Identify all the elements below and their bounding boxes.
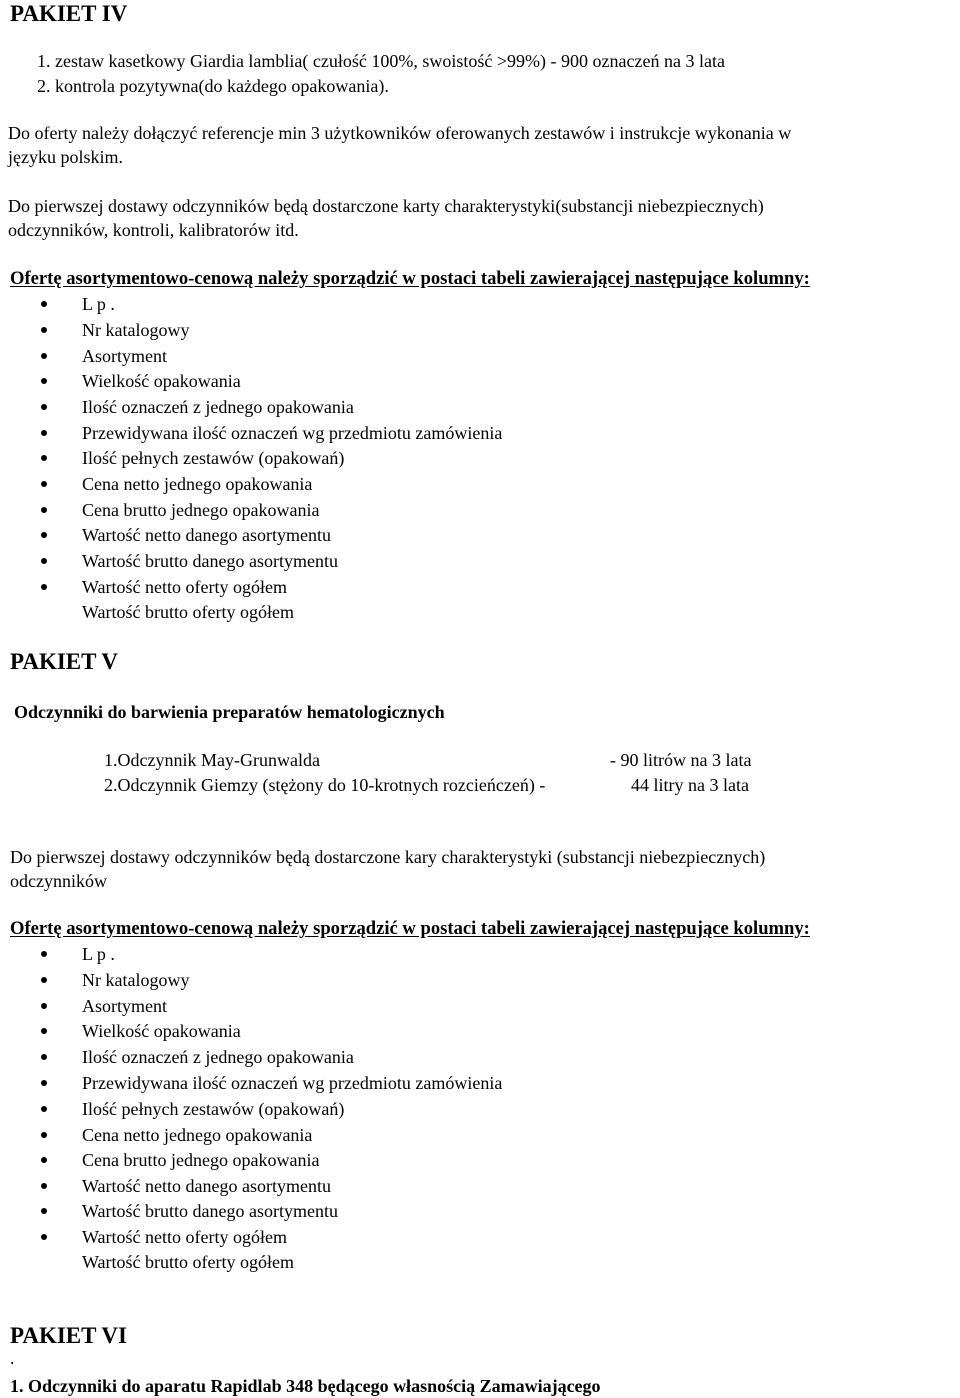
pakiet-5-item-1-name: 1.Odczynnik May-Grunwalda bbox=[104, 750, 320, 770]
pakiet-4-delivery-line-2: odczynników, kontroli, kalibratorów itd. bbox=[8, 220, 299, 240]
bullet-icon bbox=[41, 1106, 47, 1112]
bullet-icon bbox=[41, 430, 47, 436]
list-item: Wartość brutto oferty ogółem bbox=[82, 1252, 294, 1272]
list-item: L p . bbox=[82, 944, 115, 964]
list-item: Wartość netto oferty ogółem bbox=[82, 1227, 287, 1247]
bullet-icon bbox=[41, 1183, 47, 1189]
bullet-icon bbox=[41, 353, 47, 359]
list-item: Cena netto jednego opakowania bbox=[82, 474, 313, 494]
pakiet-5-title: PAKIET V bbox=[10, 649, 119, 674]
pakiet-6-title: PAKIET VI bbox=[10, 1323, 127, 1348]
bullet-icon bbox=[41, 455, 47, 461]
bullet-icon bbox=[41, 301, 47, 307]
list-item: Wartość brutto danego asortymentu bbox=[82, 551, 338, 571]
pakiet-5-subtitle: Odczynniki do barwienia preparatów hematologicznych bbox=[14, 702, 445, 722]
list-item: Wartość netto oferty ogółem bbox=[82, 577, 287, 597]
pakiet-5-item-1-qty: - 90 litrów na 3 lata bbox=[610, 750, 752, 770]
list-item: Wartość brutto danego asortymentu bbox=[82, 1201, 338, 1221]
pakiet-5-offer-heading: Ofertę asortymentowo-cenową należy sporządzić w postaci tabeli zawierającej następujące kolumny: bbox=[10, 918, 810, 939]
pakiet-4-item-2: 2. kontrola pozytywna(do każdego opakowania). bbox=[37, 76, 389, 96]
list-item: Przewidywana ilość oznaczeń wg przedmiotu zamówienia bbox=[82, 423, 503, 443]
pakiet-5-item-2-qty: 44 litry na 3 lata bbox=[631, 775, 749, 795]
list-item: Cena brutto jednego opakowania bbox=[82, 1150, 320, 1170]
list-item: Ilość pełnych zestawów (opakowań) bbox=[82, 1099, 345, 1119]
bullet-icon bbox=[41, 558, 47, 564]
bullet-icon bbox=[41, 404, 47, 410]
bullet-icon bbox=[41, 1132, 47, 1138]
bullet-icon bbox=[41, 1157, 47, 1163]
bullet-icon bbox=[41, 1208, 47, 1214]
list-item: Ilość oznaczeń z jednego opakowania bbox=[82, 1047, 354, 1067]
pakiet-4-title: PAKIET IV bbox=[10, 1, 128, 26]
list-item: Asortyment bbox=[82, 346, 167, 366]
list-item: Wartość netto danego asortymentu bbox=[82, 525, 331, 545]
list-item: Ilość pełnych zestawów (opakowań) bbox=[82, 448, 345, 468]
list-item: Wartość netto danego asortymentu bbox=[82, 1176, 331, 1196]
pakiet-5-delivery-line-2: odczynników bbox=[10, 871, 107, 891]
pakiet-4-references-line-1: Do oferty należy dołączyć referencje min 3 użytkowników oferowanych zestawów i instrukcje wykonania w bbox=[8, 123, 792, 143]
list-item: Wielkość opakowania bbox=[82, 1021, 241, 1041]
pakiet-5-item-2-name: 2.Odczynnik Giemzy (stężony do 10-krotnych rozcieńczeń) - bbox=[104, 775, 546, 795]
list-item: Przewidywana ilość oznaczeń wg przedmiotu zamówienia bbox=[82, 1073, 503, 1093]
pakiet-4-offer-heading: Ofertę asortymentowo-cenową należy sporządzić w postaci tabeli zawierającej następujące kolumny: bbox=[10, 268, 810, 289]
pakiet-5-delivery-line-1: Do pierwszej dostawy odczynników będą dostarczone kary charakterystyki (substancji niebezpiecznych) bbox=[10, 847, 766, 867]
bullet-icon bbox=[41, 977, 47, 983]
list-item: Cena brutto jednego opakowania bbox=[82, 500, 320, 520]
bullet-icon bbox=[41, 532, 47, 538]
bullet-icon bbox=[41, 1234, 47, 1240]
bullet-icon bbox=[41, 327, 47, 333]
bullet-icon bbox=[41, 951, 47, 957]
bullet-icon bbox=[41, 378, 47, 384]
bullet-icon bbox=[41, 1054, 47, 1060]
list-item: Ilość oznaczeń z jednego opakowania bbox=[82, 397, 354, 417]
bullet-icon bbox=[41, 1028, 47, 1034]
pakiet-4-delivery-line-1: Do pierwszej dostawy odczynników będą dostarczone karty charakterystyki(substancji niebezpiecznych) bbox=[8, 196, 764, 216]
bullet-icon bbox=[41, 584, 47, 590]
list-item: Wartość brutto oferty ogółem bbox=[82, 602, 294, 622]
bullet-icon bbox=[41, 1003, 47, 1009]
pakiet-6-item-1: 1. Odczynniki do aparatu Rapidlab 348 będącego własnością Zamawiającego bbox=[10, 1376, 601, 1396]
list-item: Nr katalogowy bbox=[82, 320, 190, 340]
pakiet-6-dot: . bbox=[10, 1348, 15, 1368]
bullet-icon bbox=[41, 1080, 47, 1086]
pakiet-4-item-1: 1. zestaw kasetkowy Giardia lamblia( czułość 100%, swoistość >99%) - 900 oznaczeń na 3 lata bbox=[37, 51, 725, 71]
bullet-icon bbox=[41, 507, 47, 513]
list-item: Asortyment bbox=[82, 996, 167, 1016]
pakiet-4-references-line-2: języku polskim. bbox=[8, 147, 123, 167]
list-item: L p . bbox=[82, 294, 115, 314]
list-item: Cena netto jednego opakowania bbox=[82, 1125, 313, 1145]
list-item: Nr katalogowy bbox=[82, 970, 190, 990]
bullet-icon bbox=[41, 481, 47, 487]
list-item: Wielkość opakowania bbox=[82, 371, 241, 391]
